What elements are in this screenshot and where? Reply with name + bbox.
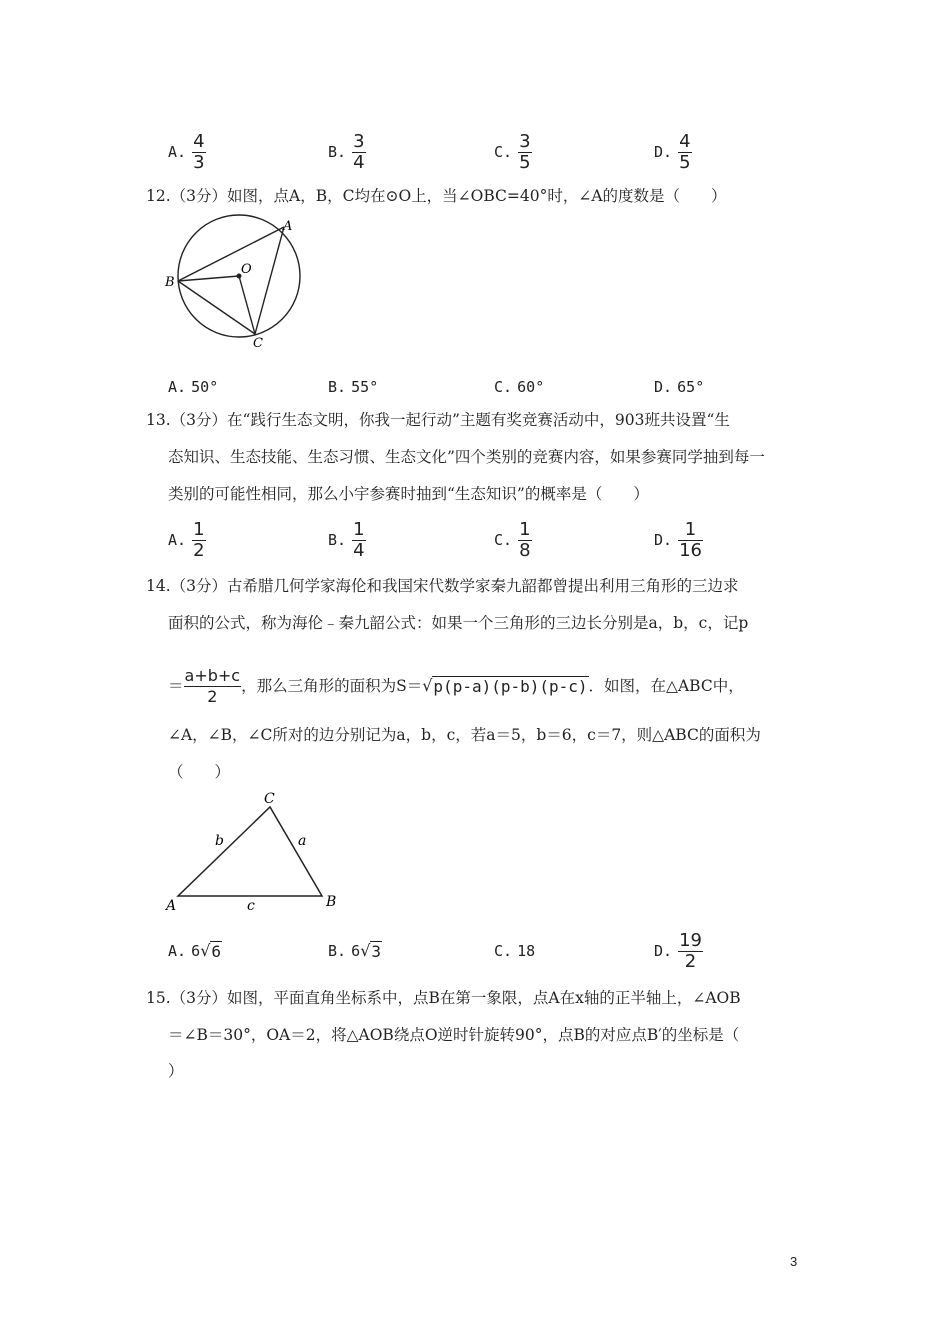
label-c: C xyxy=(253,336,263,351)
q14-option-d xyxy=(654,929,703,973)
option-letter: D. xyxy=(654,531,673,549)
question-score: （3分） xyxy=(170,187,228,205)
page-number: 3 xyxy=(790,1254,798,1269)
segment-bc xyxy=(178,281,255,334)
q14-line-3 xyxy=(168,664,744,708)
label-a: A xyxy=(166,898,177,914)
fraction: $\frac{3}{4}$ xyxy=(353,130,365,173)
option-sqrt: √ 6 xyxy=(200,941,222,961)
option-letter: C. xyxy=(494,942,513,960)
option-text: 55° xyxy=(351,378,379,396)
sqrt-symbol: √ xyxy=(422,675,433,695)
q12-stem xyxy=(146,186,727,206)
option-letter: D. xyxy=(654,143,673,161)
q13-option-d xyxy=(654,518,703,562)
question-number: 15. xyxy=(146,989,171,1007)
q13-options xyxy=(168,518,868,562)
question-score: （3分） xyxy=(170,411,228,429)
question-number: 13. xyxy=(146,411,171,429)
option-text: 65° xyxy=(677,378,705,396)
q13-option-a xyxy=(168,518,206,562)
q15-line-3: ） xyxy=(168,1062,184,1080)
question-number: 14. xyxy=(146,577,171,595)
q15-line-2: ＝∠B＝30°，OA＝2，将△AOB绕点O逆时针旋转90°，点B的对应点B′的坐标是（ xyxy=(168,1026,740,1044)
q12-option-c xyxy=(494,365,544,409)
question-text: 在“践行生态文明，你我一起行动”主题有奖竞赛活动中，903班共设置“生 xyxy=(227,411,730,429)
q11-option-a xyxy=(168,130,206,174)
q14-line-1 xyxy=(146,576,739,596)
fraction: $\frac{1}{16}$ xyxy=(679,518,702,561)
segment-ac xyxy=(255,227,284,334)
q13-line-3: 类别的可能性相同，那么小宇参赛时抽到“生态知识”的概率是（ ） xyxy=(168,485,649,503)
option-letter: A. xyxy=(168,531,187,549)
option-letter: D. xyxy=(654,942,673,960)
q14-option-c xyxy=(494,929,535,973)
fraction: $\frac{4}{3}$ xyxy=(193,130,205,173)
option-letter: C. xyxy=(494,143,513,161)
q12-options xyxy=(168,365,868,409)
option-letter: A. xyxy=(168,942,187,960)
q14-option-b xyxy=(328,929,382,973)
option-letter: A. xyxy=(168,378,187,396)
question-score: （3分） xyxy=(170,577,228,595)
q14-line-4: ∠A，∠B，∠C所对的边分别记为a，b，c，若a＝5，b＝6，c＝7，则△ABC的面积为 xyxy=(168,726,761,744)
q13-line-2: 态知识、生态技能、生态习惯、生态文化”四个类别的竞赛内容，如果参赛同学抽到每一 xyxy=(168,448,765,466)
option-letter: D. xyxy=(654,378,673,396)
side-a-label: a xyxy=(298,833,307,849)
option-letter: A. xyxy=(168,143,187,161)
p-fraction: $\frac{a+b+c}{2}$ xyxy=(184,665,241,706)
q14-line-5: （ ） xyxy=(168,763,231,781)
question-text: 如图，点A，B，C均在⊙O上，当∠OBC=40°时，∠A的度数是（ ） xyxy=(227,187,727,205)
q12-option-b xyxy=(328,365,378,409)
q12-circle-figure xyxy=(160,210,320,355)
q15-line-1 xyxy=(146,988,741,1008)
option-letter: B. xyxy=(328,378,347,396)
option-coefficient: 6 xyxy=(351,942,361,960)
q14-options xyxy=(168,929,868,973)
formula-text: ，那么三角形的面积为S＝ xyxy=(241,677,423,695)
option-text: 18 xyxy=(517,942,536,960)
option-letter: C. xyxy=(494,378,513,396)
q12-option-a xyxy=(168,365,218,409)
q13-option-c xyxy=(494,518,532,562)
side-b-label: b xyxy=(215,833,224,849)
fraction: $\frac{1}{2}$ xyxy=(193,518,205,561)
label-b: B xyxy=(165,275,175,290)
q11-option-c xyxy=(494,130,532,174)
option-letter: B. xyxy=(328,942,347,960)
question-score: （3分） xyxy=(170,989,228,1007)
label-o: O xyxy=(241,262,252,277)
heron-sqrt: √ p(p-a)(p-b)(p-c) xyxy=(422,675,588,696)
triangle-abc xyxy=(178,807,322,896)
option-letter: B. xyxy=(328,531,347,549)
option-letter: B. xyxy=(328,143,347,161)
question-number: 12. xyxy=(146,187,171,205)
q13-option-b xyxy=(328,518,366,562)
q14-line-2: 面积的公式，称为海伦﹣秦九韶公式：如果一个三角形的三边长分别是a，b，c，记p xyxy=(168,614,749,632)
question-text: 如图，平面直角坐标系中，点B在第一象限，点A在x轴的正半轴上，∠AOB xyxy=(227,989,741,1007)
fraction: $\frac{19}{2}$ xyxy=(679,929,702,972)
q14-triangle-figure xyxy=(160,785,350,915)
formula-tail: ．如图，在△ABC中， xyxy=(588,677,744,695)
option-text: 50° xyxy=(191,378,219,396)
q11-option-d xyxy=(654,130,692,174)
option-letter: C. xyxy=(494,531,513,549)
fraction: $\frac{4}{5}$ xyxy=(679,130,691,173)
q13-line-1 xyxy=(146,410,730,430)
question-text: 古希腊几何学家海伦和我国宋代数学家秦九韶都曾提出利用三角形的三边求 xyxy=(227,577,739,595)
option-coefficient: 6 xyxy=(191,942,201,960)
equals-sign: ＝ xyxy=(168,677,184,695)
q14-option-a xyxy=(168,929,222,973)
fraction: $\frac{1}{4}$ xyxy=(353,518,365,561)
label-a: A xyxy=(283,219,293,234)
q12-option-d xyxy=(654,365,704,409)
fraction: $\frac{1}{8}$ xyxy=(519,518,531,561)
fraction: $\frac{3}{5}$ xyxy=(519,130,531,173)
q11-options xyxy=(168,130,868,174)
label-c: C xyxy=(264,791,275,807)
option-sqrt: √ 3 xyxy=(360,941,382,961)
q11-option-b xyxy=(328,130,366,174)
option-text: 60° xyxy=(517,378,545,396)
side-c-label: c xyxy=(247,898,255,914)
label-b: B xyxy=(326,894,337,910)
